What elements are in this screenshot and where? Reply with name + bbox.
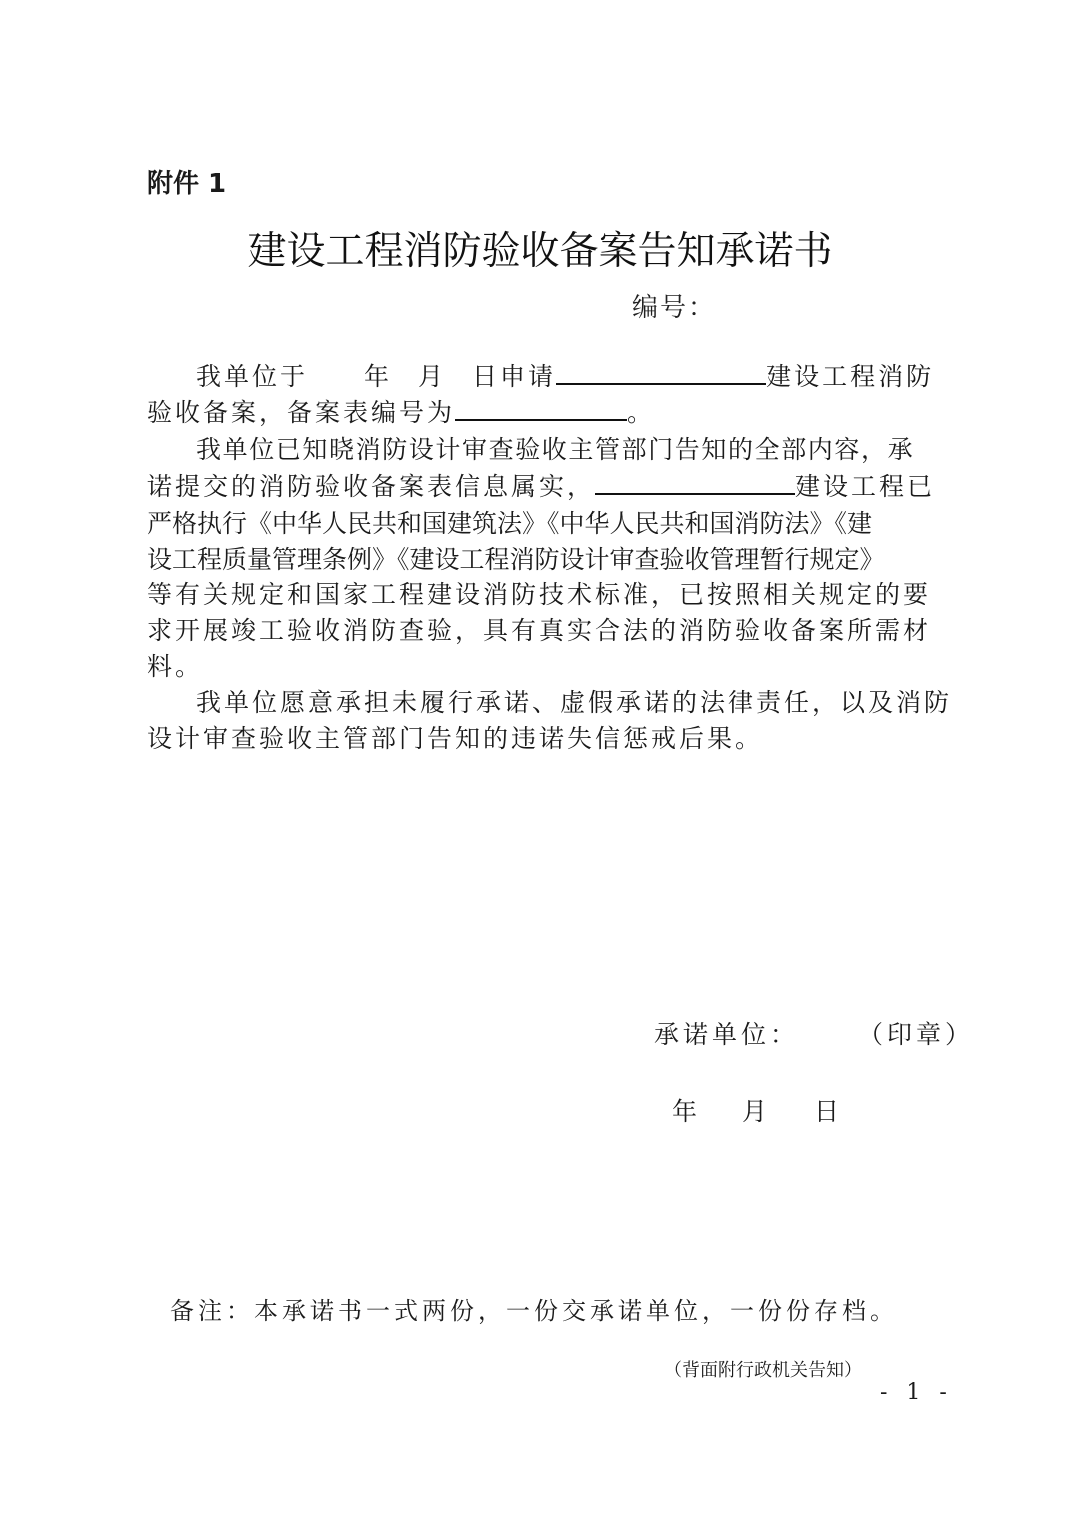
paragraph-3-line-2: 设计审查验收主管部门告知的违诺失信惩戒后果。 bbox=[147, 724, 764, 753]
year-label: 年 bbox=[364, 362, 393, 391]
paragraph-1-line-2 bbox=[147, 396, 655, 430]
filing-number-blank[interactable] bbox=[455, 397, 627, 421]
day-apply-label: 日申请 bbox=[472, 362, 557, 391]
project-name-blank-2[interactable] bbox=[595, 471, 795, 495]
remark-note: 备注：本承诺书一式两份，一份交承诺单位，一份份存档。 bbox=[170, 1297, 898, 1325]
text: 我单位于 bbox=[196, 362, 309, 391]
sign-year-label: 年 bbox=[672, 1097, 698, 1126]
text: 诺提交的消防验收备案表信息属实， bbox=[147, 472, 596, 501]
text: 验收备案，备案表编号为 bbox=[147, 398, 456, 427]
paragraph-2-line-1: 我单位已知晓消防设计审查验收主管部门告知的全部内容，承 bbox=[196, 435, 915, 464]
text: 。 bbox=[627, 398, 656, 427]
seal-label: （印章） bbox=[858, 1020, 975, 1049]
commitment-unit-label: 承诺单位： bbox=[654, 1020, 800, 1049]
paragraph-2-line-2 bbox=[147, 470, 935, 504]
paragraph-2-line-4: 设工程质量管理条例》《建设工程消防设计审查验收管理暂行规定》 bbox=[147, 545, 885, 574]
back-page-note: （背面附行政机关告知） bbox=[664, 1360, 862, 1381]
paragraph-2-line-7: 料。 bbox=[147, 652, 204, 681]
project-name-blank[interactable] bbox=[556, 361, 766, 385]
paragraph-3-line-1: 我单位愿意承担未履行承诺、虚假承诺的法律责任，以及消防 bbox=[196, 688, 953, 717]
sign-day-label: 日 bbox=[814, 1097, 840, 1126]
document-title: 建设工程消防验收备案告知承诺书 bbox=[247, 229, 833, 274]
number-label: 编号： bbox=[632, 293, 717, 323]
text: 建设工程已 bbox=[795, 472, 936, 501]
paragraph-1-line-1 bbox=[196, 360, 934, 394]
sign-month-label: 月 bbox=[742, 1097, 768, 1126]
paragraph-2-line-3: 严格执行《中华人民共和国建筑法》《中华人民共和国消防法》《建 bbox=[147, 509, 873, 538]
attachment-label: 附件 1 bbox=[147, 169, 227, 199]
paragraph-2-line-5: 等有关规定和国家工程建设消防技术标准，已按照相关规定的要 bbox=[147, 580, 932, 609]
page-number: - 1 - bbox=[880, 1380, 953, 1405]
month-label: 月 bbox=[418, 362, 447, 391]
paragraph-2-line-6: 求开展竣工验收消防查验，具有真实合法的消防验收备案所需材 bbox=[147, 616, 932, 645]
text: 建设工程消防 bbox=[766, 362, 935, 391]
